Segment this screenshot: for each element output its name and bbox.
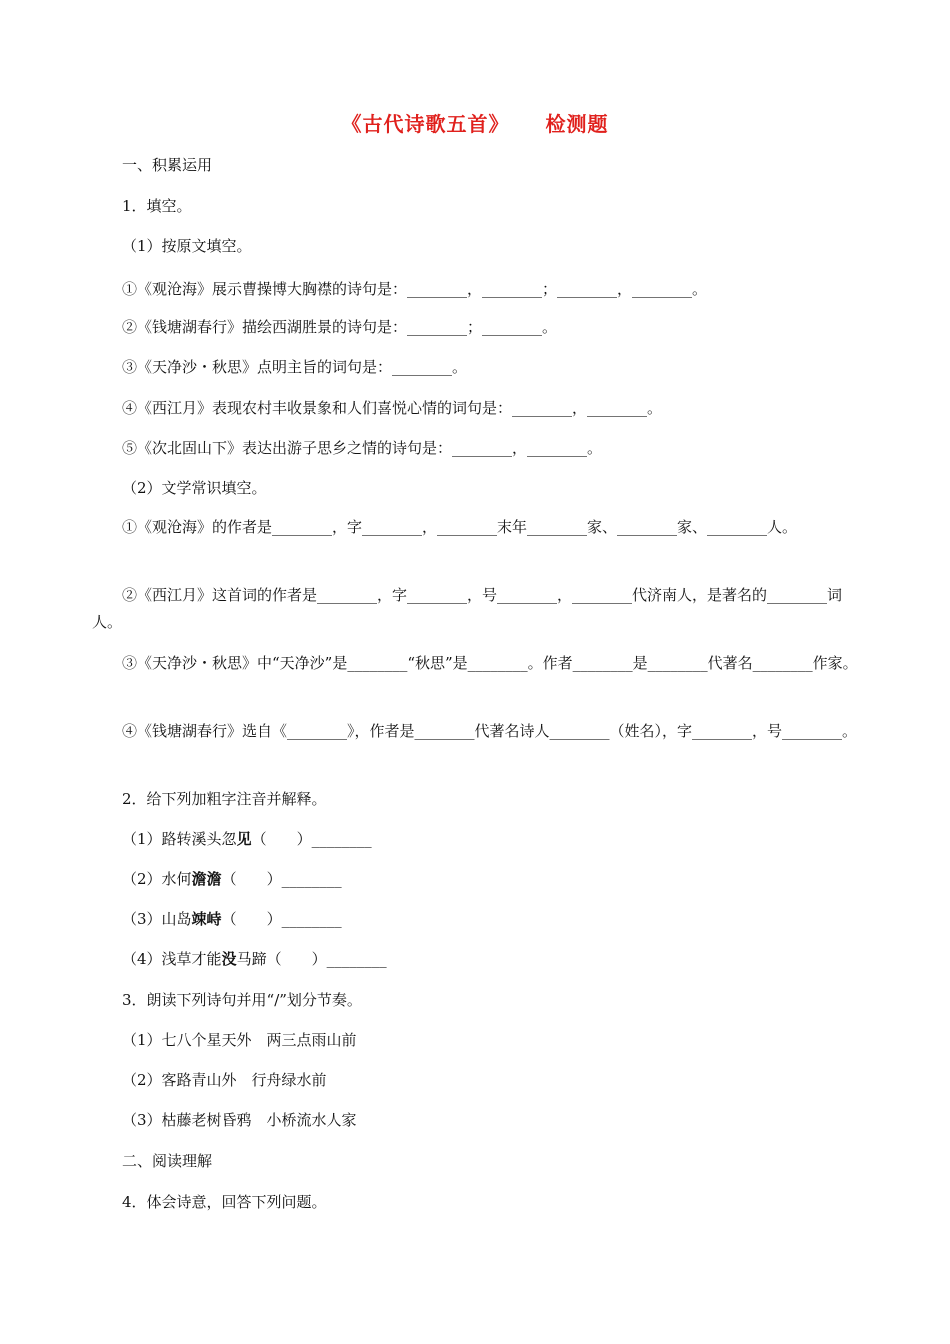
sub-question-label: （1）按原文填空。 <box>122 237 252 255</box>
section-heading: 二、阅读理解 <box>122 1152 213 1170</box>
page-title <box>0 108 950 137</box>
question-label: 4．体会诗意，回答下列问题。 <box>122 1193 327 1211</box>
section-heading: 一、积累运用 <box>122 156 213 174</box>
title-main: 《古代诗歌五首》 <box>341 112 510 136</box>
fill-item: ①《观沧海》展示曹操博大胸襟的诗句是：________，________；________，________。 <box>122 280 708 298</box>
rhythm-item: （1）七八个星天外 两三点雨山前 <box>122 1031 357 1049</box>
rhythm-item: （3）枯藤老树昏鸦 小桥流水人家 <box>122 1111 357 1129</box>
rhythm-item: （2）客路青山外 行舟绿水前 <box>122 1071 327 1089</box>
annotate-item: （1）路转溪头忽见（ ）________ <box>122 830 372 848</box>
bold-char: 见 <box>236 830 252 848</box>
fill-item: ③《天净沙・秋思》点明主旨的词句是：________。 <box>122 358 468 376</box>
fill-item: ②《西江月》这首词的作者是________，字________，号________，________代济南人，是著名的________词人。 <box>92 586 843 631</box>
question-label: 2．给下列加粗字注音并解释。 <box>122 790 327 808</box>
fill-item: ③《天净沙・秋思》中“天净沙”是________“秋思”是________。作者________是________代著名________作家。 <box>122 654 858 672</box>
annotate-item: （4）浅草才能没马蹄（ ）________ <box>122 950 387 968</box>
bold-char: 竦峙 <box>191 910 222 928</box>
question-label: 3．朗读下列诗句并用“/”划分节奏。 <box>122 991 362 1009</box>
fill-item: ④《西江月》表现农村丰收景象和人们喜悦心情的词句是：________，________。 <box>122 399 663 417</box>
bold-char: 澹澹 <box>191 870 222 888</box>
question-label: 1．填空。 <box>122 197 192 215</box>
bold-char: 没 <box>221 950 237 968</box>
fill-item: ②《钱塘湖春行》描绘西湖胜景的诗句是：________；________。 <box>122 318 558 336</box>
title-sub: 检测题 <box>545 112 609 136</box>
fill-item: ⑤《次北固山下》表达出游子思乡之情的诗句是：________，________。 <box>122 439 603 457</box>
fill-item: ①《观沧海》的作者是________，字________，________末年________家、________家、________人。 <box>122 518 798 536</box>
annotate-item: （3）山岛竦峙（ ）________ <box>122 910 342 928</box>
sub-question-label: （2）文学常识填空。 <box>122 479 267 497</box>
fill-item: ④《钱塘湖春行》选自《________》，作者是________代著名诗人________（姓名），字________，号________。 <box>122 722 858 740</box>
annotate-item: （2）水何澹澹（ ）________ <box>122 870 342 888</box>
